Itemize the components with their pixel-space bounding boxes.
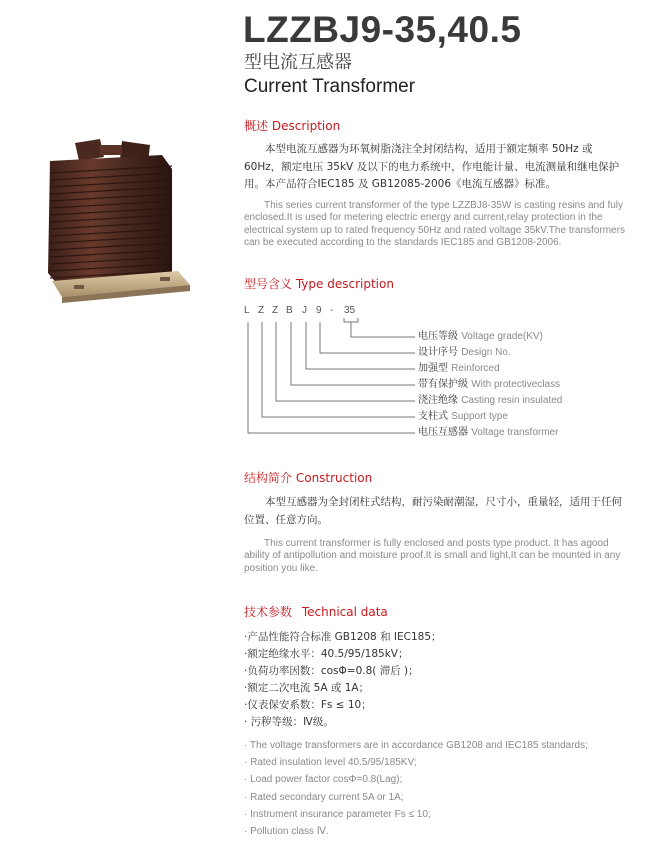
type-code-diagram — [240, 318, 420, 443]
construction-text-cn: 本型互感器为全封闭柱式结构，耐污染耐潮湿，尺寸小，重量轻，适用于任何位置、任意方向。 — [244, 496, 622, 526]
technical-item-cn: ·仪表保安系数：Fs ≤ 10； — [244, 699, 372, 711]
description-heading-en: Description — [271, 119, 341, 133]
description-text-en: This series current transformer of the type LZZBJ8-35W is casting resins and fuly enclosed.It is used for metering electric energy and current,relay protection in the electrical system up to rated frequency 50Hz and rated voltage 35kV.The transformers can be executed according to the standards IEC185 and GB1208-2006. — [244, 200, 625, 249]
technical-heading-cn: 技术参数 — [244, 605, 293, 619]
type-code-char: L — [244, 305, 250, 316]
technical-item-en: · Load power factor cosΦ=0.8(Lag); — [244, 774, 403, 786]
technical-item-cn: ·负荷功率因数：cosΦ=0.8( 滞后 )； — [244, 665, 419, 677]
product-title-cn: 型电流互感器 — [244, 52, 352, 73]
type-item-cn: 电压等级 — [418, 331, 458, 342]
technical-item-en: · Instrument insurance parameter Fs ≤ 10; — [244, 808, 431, 820]
technical-item-en: · Rated insulation level 40.5/95/185KV; — [244, 757, 417, 769]
type-code-char: J — [302, 305, 307, 316]
type-item-cn: 带有保护级 — [418, 379, 468, 390]
product-title-en: Current Transformer — [244, 76, 416, 97]
type-item-cn: 设计序号 — [418, 347, 458, 358]
type-description-heading-cn: 型号含义 — [244, 277, 293, 291]
type-item-design-no — [418, 346, 511, 360]
type-item-en: Design No. — [461, 347, 511, 358]
product-photo — [30, 135, 200, 305]
type-item-en: With protectiveclass — [471, 379, 561, 390]
type-item-protective-class — [418, 378, 560, 392]
type-description-heading-en: Type description — [295, 277, 394, 291]
type-item-voltage-transformer — [418, 426, 558, 440]
type-item-en: Support type — [451, 411, 508, 422]
type-item-en: Casting resin insulated — [461, 395, 563, 406]
model-number: LZZBJ9-35,40.5 — [243, 9, 522, 50]
technical-list-cn — [244, 629, 442, 731]
technical-list-en — [244, 737, 588, 840]
type-item-en: Voltage grade(KV) — [461, 331, 543, 342]
type-item-en: Reinforced — [451, 363, 500, 374]
type-code-char: 35 — [344, 305, 356, 316]
type-item-casting-resin — [418, 394, 562, 408]
technical-item-cn: · 污秽等级：Ⅳ级。 — [244, 716, 334, 728]
type-item-cn: 支柱式 — [418, 411, 448, 422]
technical-item-cn: ·额定绝缘水平：40.5/95/185kV； — [244, 648, 409, 660]
type-item-support-type — [418, 410, 508, 424]
technical-item-en: · The voltage transformers are in accordance GB1208 and IEC185 standards; — [244, 740, 588, 751]
type-code-char: B — [286, 305, 293, 316]
type-item-reinforced — [418, 362, 500, 376]
construction-text-en: This current transformer is fully enclosed and posts type product. It has agood ability of antipollution and moisture proof.It is small and light,It can be mounted in any position you like. — [244, 538, 621, 574]
technical-item-cn: ·产品性能符合标准 GB1208 和 IEC185； — [244, 631, 442, 643]
technical-heading-en: Technical data — [301, 605, 388, 619]
type-item-cn: 加强型 — [418, 363, 448, 374]
type-code — [244, 305, 374, 319]
type-code-char: Z — [272, 305, 279, 316]
type-code-char: - — [330, 305, 334, 316]
construction-heading-en: Construction — [295, 471, 373, 485]
construction-heading — [244, 470, 372, 486]
type-item-en: Voltage transformer — [471, 427, 559, 438]
technical-heading — [244, 604, 388, 620]
type-description-heading — [244, 276, 394, 292]
type-code-char: 9 — [316, 305, 322, 316]
type-code-char: Z — [258, 305, 265, 316]
description-heading — [244, 118, 340, 134]
technical-item-en: · Pollution class Ⅳ. — [244, 826, 329, 838]
technical-item-cn: ·额定二次电流 5A 或 1A； — [244, 682, 370, 694]
technical-item-en: · Rated secondary current 5A or 1A; — [244, 791, 404, 803]
type-item-cn: 电压互感器 — [418, 427, 468, 438]
type-item-voltage-grade — [418, 330, 543, 344]
description-heading-cn: 概述 — [244, 119, 269, 133]
description-text-cn: 本型电流互感器为环氧树脂浇注全封闭结构，适用于额定频率 50Hz 或 60Hz，额定电压 35kV 及以下的电力系统中，作电能计量、电流测量和继电保护用。本产品符合IEC185 及 GB12085-2006《电流互感器》标准。 — [244, 143, 620, 190]
construction-heading-cn: 结构简介 — [244, 471, 293, 485]
type-item-cn: 浇注绝缘 — [418, 395, 458, 406]
